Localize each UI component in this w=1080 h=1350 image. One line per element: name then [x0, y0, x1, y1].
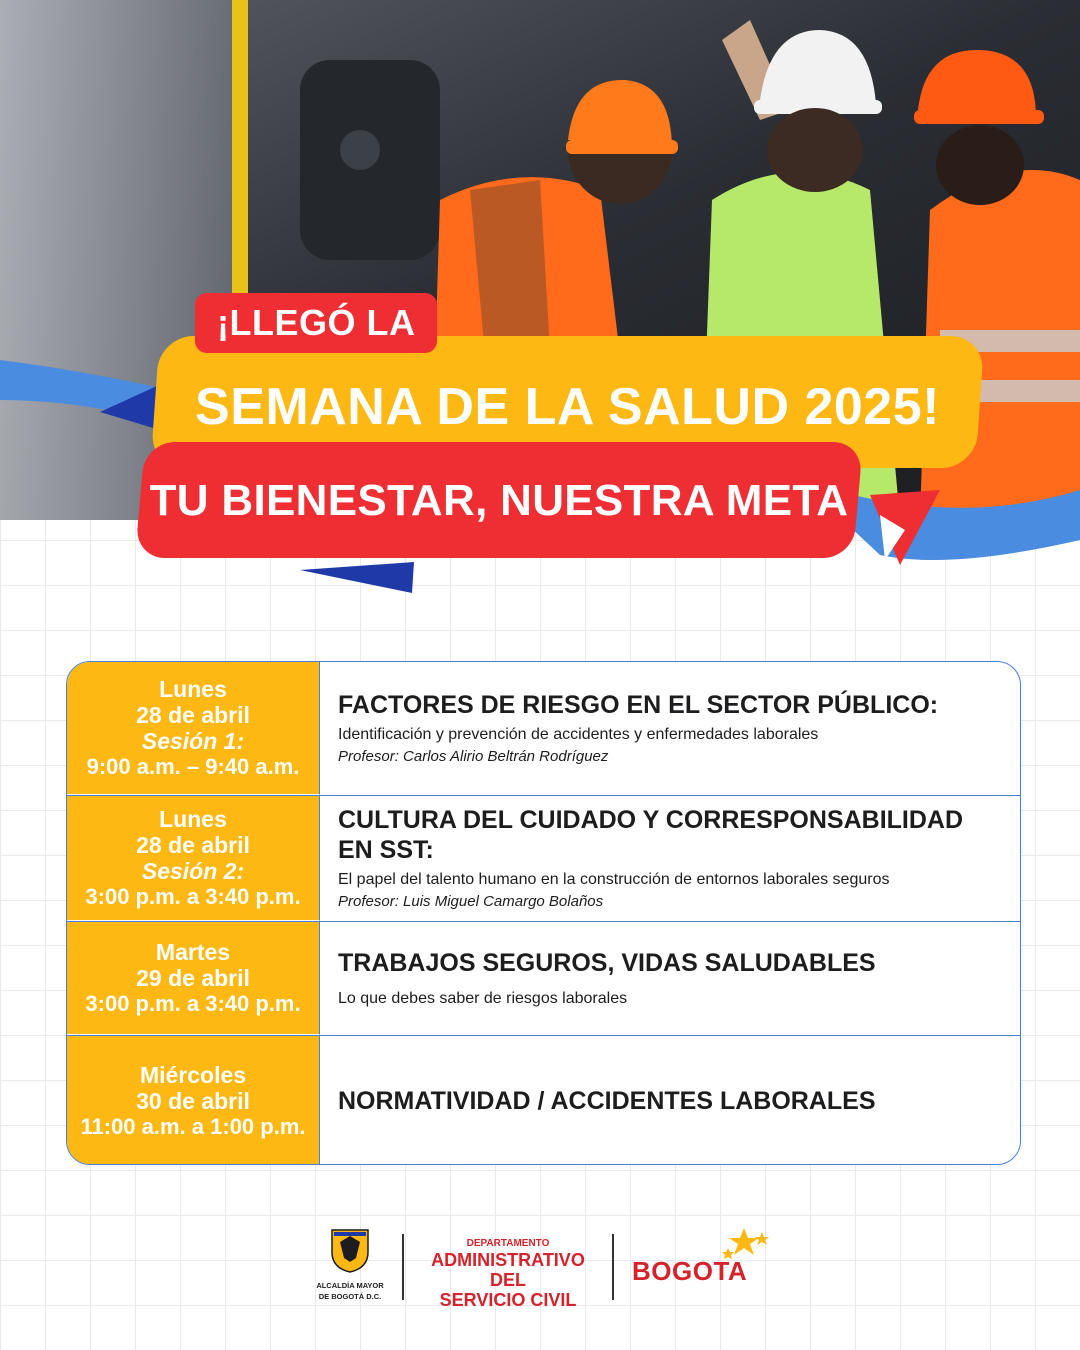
- alcaldia-logo: [310, 1228, 390, 1301]
- topic-title: CULTURA DEL CUIDADO Y CORRESPONSABILIDAD EN SST:: [338, 805, 964, 864]
- page-subtitle: TU BIENESTAR, NUESTRA META: [149, 476, 849, 525]
- date-label: 29 de abril: [136, 965, 250, 991]
- topic-cell: [320, 922, 1020, 1035]
- page-title: SEMANA DE LA SALUD 2025!: [195, 378, 940, 436]
- time-label: 3:00 p.m. a 3:40 p.m.: [85, 991, 301, 1016]
- topic-subtitle: Identificación y prevención de accidentes y enfermedades laborales: [338, 725, 819, 743]
- date-cell: [67, 796, 320, 921]
- dasc-line-2: ADMINISTRATIVO DEL: [431, 1250, 585, 1290]
- bogota-shield-icon: [330, 1228, 370, 1274]
- session-label: Sesión 2:: [141, 858, 245, 884]
- date-label: 30 de abril: [136, 1088, 250, 1114]
- schedule-row: [67, 922, 1020, 1036]
- footer-logos: [0, 1228, 1080, 1308]
- topic-subtitle: Lo que debes saber de riesgos laborales: [338, 989, 628, 1007]
- time-label: 9:00 a.m. – 9:40 a.m.: [86, 754, 300, 779]
- dasc-line-3: SERVICIO CIVIL: [439, 1290, 577, 1310]
- schedule-row: [67, 796, 1020, 922]
- topic-professor: Profesor: Luis Miguel Camargo Bolaños: [338, 892, 604, 910]
- time-label: 11:00 a.m. a 1:00 p.m.: [80, 1114, 306, 1139]
- schedule-table: [66, 661, 1021, 1165]
- date-label: 28 de abril: [136, 832, 250, 858]
- session-label: Sesión 1:: [141, 728, 245, 754]
- topic-cell: [320, 796, 1020, 921]
- day-label: Lunes: [159, 806, 227, 832]
- topic-cell: [320, 1036, 1020, 1165]
- date-cell: [67, 1036, 320, 1165]
- schedule-row: [67, 1036, 1020, 1165]
- topic-title: FACTORES DE RIESGO EN EL SECTOR PÚBLICO:: [338, 690, 939, 719]
- topic-subtitle: El papel del talento humano en la construcción de entornos laborales seguros: [338, 870, 890, 888]
- day-label: Lunes: [159, 676, 227, 702]
- topic-title: NORMATIVIDAD / ACCIDENTES LABORALES: [338, 1087, 876, 1115]
- date-label: 28 de abril: [136, 702, 250, 728]
- alcaldia-line-2: DE BOGOTÁ D.C.: [318, 1292, 382, 1301]
- time-label: 3:00 p.m. a 3:40 p.m.: [85, 884, 301, 909]
- day-label: Miércoles: [139, 1062, 247, 1088]
- dasc-logo: [418, 1238, 598, 1310]
- day-label: Martes: [155, 939, 231, 965]
- dasc-line-1: DEPARTAMENTO: [466, 1238, 550, 1249]
- headline-tag: ¡LLEGÓ LA: [195, 293, 437, 353]
- schedule-row: [67, 662, 1020, 796]
- bogota-logo: [628, 1228, 778, 1298]
- footer-divider: [402, 1234, 404, 1300]
- date-cell: [67, 662, 320, 795]
- alcaldia-line-1: ALCALDÍA MAYOR: [316, 1281, 384, 1290]
- footer-divider: [612, 1234, 614, 1300]
- bogota-wordmark: BOGOTA: [632, 1256, 748, 1286]
- topic-title: TRABAJOS SEGUROS, VIDAS SALUDABLES: [338, 948, 876, 977]
- topic-professor: Profesor: Carlos Alirio Beltrán Rodríguez: [338, 747, 609, 765]
- topic-cell: [320, 662, 1020, 795]
- date-cell: [67, 922, 320, 1035]
